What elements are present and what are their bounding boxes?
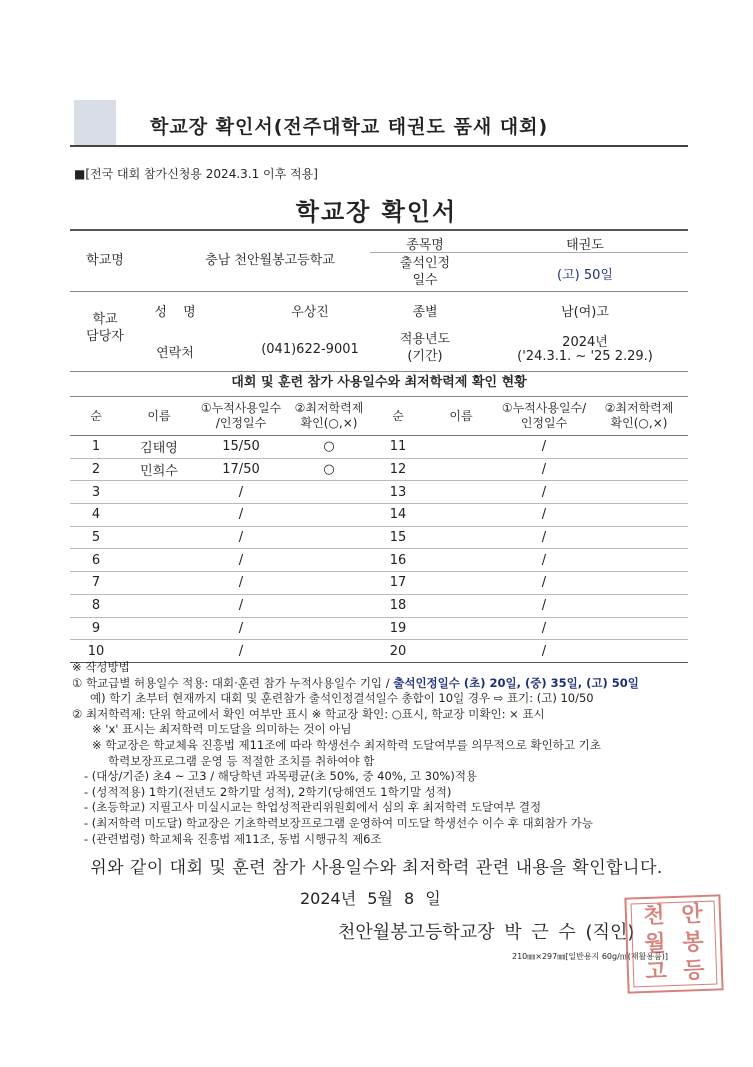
table-cell xyxy=(286,481,372,504)
table-header-cell: 이름 xyxy=(424,397,498,436)
table-cell xyxy=(590,436,688,459)
contact-label: 연락처 xyxy=(156,346,194,361)
table-cell xyxy=(424,572,498,595)
table-row xyxy=(70,526,688,549)
note-3: ※ 'x' 표시는 최저학력 미도달을 의미하는 것이 아님 xyxy=(92,722,352,737)
gender-value: 남(여)고 xyxy=(561,305,609,320)
table-header-row xyxy=(70,397,688,436)
table-cell: 15/50 xyxy=(196,436,286,459)
table-cell: / xyxy=(498,617,590,640)
participation-table xyxy=(70,397,688,663)
table-cell: 민희수 xyxy=(122,458,196,481)
table-cell: 13 xyxy=(372,481,424,504)
table-cell xyxy=(424,481,498,504)
table-cell xyxy=(590,617,688,640)
table-cell xyxy=(286,504,372,527)
note-6: - (대상/기준) 초4 ~ 고3 / 해당학년 과목평균(초 50%, 중 40%, 고 30%)적용 xyxy=(84,769,478,784)
event-value: 태권도 xyxy=(566,238,604,253)
table-cell xyxy=(424,504,498,527)
info-table xyxy=(70,229,688,372)
header-bar xyxy=(70,100,688,147)
table-header-cell: 순 xyxy=(372,397,424,436)
table-cell xyxy=(122,504,196,527)
table-cell: 1 xyxy=(70,436,122,459)
table-cell xyxy=(122,617,196,640)
attend-label: 출석인정 일수 xyxy=(399,256,451,288)
table-header-cell: ①누적사용일수 /인정일수 xyxy=(196,397,286,436)
year-label: 적용년도 (기간) xyxy=(399,332,451,364)
manager-label: 학교 담당자 xyxy=(86,312,124,344)
table-cell xyxy=(590,549,688,572)
table-header-cell: ②최저학력제 확인(○,×) xyxy=(590,397,688,436)
table-cell: 17 xyxy=(372,572,424,595)
table-cell: / xyxy=(498,640,590,663)
note-10: - (관련법령) 학교체육 진흥법 제11조, 동법 시행규칙 제6조 xyxy=(84,831,382,846)
note-4: ※ 학교장은 학교체육 진흥법 제11조에 따라 학생선수 최저학력 도달여부를 의무적으로 확인하고 기초 xyxy=(92,737,601,752)
table-cell: ○ xyxy=(286,436,372,459)
note-5: 학력보장프로그램 운영 등 적절한 조치를 취하여야 함 xyxy=(108,753,375,768)
table-cell xyxy=(590,640,688,663)
gender-label: 종별 xyxy=(412,305,438,320)
table-row xyxy=(70,549,688,572)
table-cell xyxy=(122,526,196,549)
table-cell: 19 xyxy=(372,617,424,640)
table-cell: 16 xyxy=(372,549,424,572)
table-cell: / xyxy=(196,594,286,617)
note-9: - (최저학력 미도달) 학교장은 기초학력보장프로그램 운영하여 미도달 학생선수 이수 후 대회참가 가능 xyxy=(84,815,593,830)
section-title: 대회 및 훈련 참가 사용일수와 최저학력제 확인 현황 xyxy=(70,370,688,397)
table-cell: / xyxy=(498,572,590,595)
issue-date: 2024년 5월 8 일 xyxy=(300,889,441,908)
table-cell xyxy=(122,549,196,572)
table-cell: 9 xyxy=(70,617,122,640)
table-header-cell: ①누적사용일수/ 인정일수 xyxy=(498,397,590,436)
note-2: ② 최저학력제: 단위 학교에서 확인 여부만 표시 ※ 학교장 확인: ○표시, 학교장 미확인: × 표시 xyxy=(72,706,545,721)
table-cell xyxy=(424,549,498,572)
table-cell xyxy=(122,640,196,663)
confirmation-statement: 위와 같이 대회 및 훈련 참가 사용일수와 최저학력 관련 내용을 확인합니다. xyxy=(90,858,663,878)
note-8: - (초등학교) 지필고사 미실시교는 학업성적관리위원회에서 심의 후 최저학력 도달여부 결정 xyxy=(84,800,542,815)
instructions xyxy=(72,660,712,847)
table-cell: 10 xyxy=(70,640,122,663)
table-cell xyxy=(424,458,498,481)
table-cell: / xyxy=(498,549,590,572)
table-cell: / xyxy=(498,481,590,504)
table-cell: 6 xyxy=(70,549,122,572)
period-value: ('24.3.1. ~ '25 2.29.) xyxy=(517,349,653,364)
table-cell: / xyxy=(498,504,590,527)
note-1: ① 학교급별 허용일수 적용: 대회·훈련 참가 누적사용일수 기입 / 출석인정일수 (초) 20일, (중) 35일, (고) 50일 xyxy=(72,675,639,690)
note-7: - (성적적용) 1학기(전년도 2학기말 성적), 2학기(당해연도 1학기말 성적) xyxy=(84,784,452,799)
table-row xyxy=(70,594,688,617)
table-row xyxy=(70,436,688,459)
table-cell xyxy=(286,549,372,572)
table-cell: 20 xyxy=(372,640,424,663)
table-cell: 12 xyxy=(372,458,424,481)
table-cell xyxy=(590,594,688,617)
table-cell: / xyxy=(498,594,590,617)
table-cell: ○ xyxy=(286,458,372,481)
notes-title: ※ 작성방법 xyxy=(72,660,130,674)
table-cell: 17/50 xyxy=(196,458,286,481)
table-header-cell: 순 xyxy=(70,397,122,436)
table-cell: / xyxy=(498,526,590,549)
table-cell xyxy=(424,640,498,663)
table-cell xyxy=(590,526,688,549)
table-cell: / xyxy=(196,572,286,595)
table-cell: / xyxy=(196,617,286,640)
table-cell: 8 xyxy=(70,594,122,617)
table-cell: 18 xyxy=(372,594,424,617)
official-seal xyxy=(624,894,723,993)
table-row xyxy=(70,481,688,504)
table-header-cell: ②최저학력제 확인(○,×) xyxy=(286,397,372,436)
table-cell: 7 xyxy=(70,572,122,595)
table-cell xyxy=(590,481,688,504)
table-cell: / xyxy=(498,458,590,481)
table-row xyxy=(70,640,688,663)
table-cell xyxy=(424,436,498,459)
document-title: 학교장 확인서 xyxy=(295,198,458,226)
table-cell xyxy=(424,617,498,640)
table-cell: / xyxy=(196,481,286,504)
table-row xyxy=(70,617,688,640)
table-header-cell: 이름 xyxy=(122,397,196,436)
table-cell xyxy=(590,572,688,595)
table-cell: / xyxy=(196,504,286,527)
table-cell: 김태영 xyxy=(122,436,196,459)
table-row xyxy=(70,504,688,527)
table-cell: / xyxy=(498,436,590,459)
principal-signature: 천안월봉고등학교장 박 근 수 (직인) xyxy=(338,922,635,943)
table-row xyxy=(70,458,688,481)
school-label: 학교명 xyxy=(86,253,124,268)
name-value: 우상진 xyxy=(291,305,329,320)
header-title: 학교장 확인서(전주대학교 태권도 품새 대회) xyxy=(150,116,549,138)
table-cell: 3 xyxy=(70,481,122,504)
table-cell xyxy=(122,572,196,595)
table-cell: / xyxy=(196,640,286,663)
attend-value: (고) 50일 xyxy=(557,268,613,283)
event-label: 종목명 xyxy=(406,238,444,253)
contact-value: (041)622-9001 xyxy=(261,342,359,357)
table-cell: 14 xyxy=(372,504,424,527)
table-cell: 2 xyxy=(70,458,122,481)
table-cell xyxy=(590,504,688,527)
table-cell: / xyxy=(196,549,286,572)
table-cell xyxy=(286,594,372,617)
application-note: ■[전국 대회 참가신청용 2024.3.1 이후 적용] xyxy=(74,167,318,181)
paper-spec: 210㎜×297㎜[일반용지 60g/㎡(재활용품)] xyxy=(512,952,669,961)
table-cell xyxy=(286,572,372,595)
table-cell: 11 xyxy=(372,436,424,459)
table-cell xyxy=(286,640,372,663)
table-cell xyxy=(122,481,196,504)
school-value: 충남 천안월봉고등학교 xyxy=(205,253,335,268)
table-cell: / xyxy=(196,526,286,549)
year-value: 2024년 xyxy=(562,335,608,350)
table-cell: 15 xyxy=(372,526,424,549)
table-cell: 4 xyxy=(70,504,122,527)
note-1-example: 예) 학기 초부터 현재까지 대회 및 훈련참가 출석인정결석일수 총합이 10일 경우 ⇨ 표기: (고) 10/50 xyxy=(90,691,594,706)
name-label: 성 명 xyxy=(154,305,196,320)
table-cell xyxy=(286,526,372,549)
table-cell: 5 xyxy=(70,526,122,549)
table-row xyxy=(70,572,688,595)
table-cell xyxy=(286,617,372,640)
table-cell xyxy=(424,526,498,549)
seal-text: 천 안 월 봉 고 등 xyxy=(642,901,706,986)
table-cell xyxy=(424,594,498,617)
header-accent xyxy=(74,100,116,145)
table-body xyxy=(70,436,688,663)
table-cell xyxy=(590,458,688,481)
table-cell xyxy=(122,594,196,617)
